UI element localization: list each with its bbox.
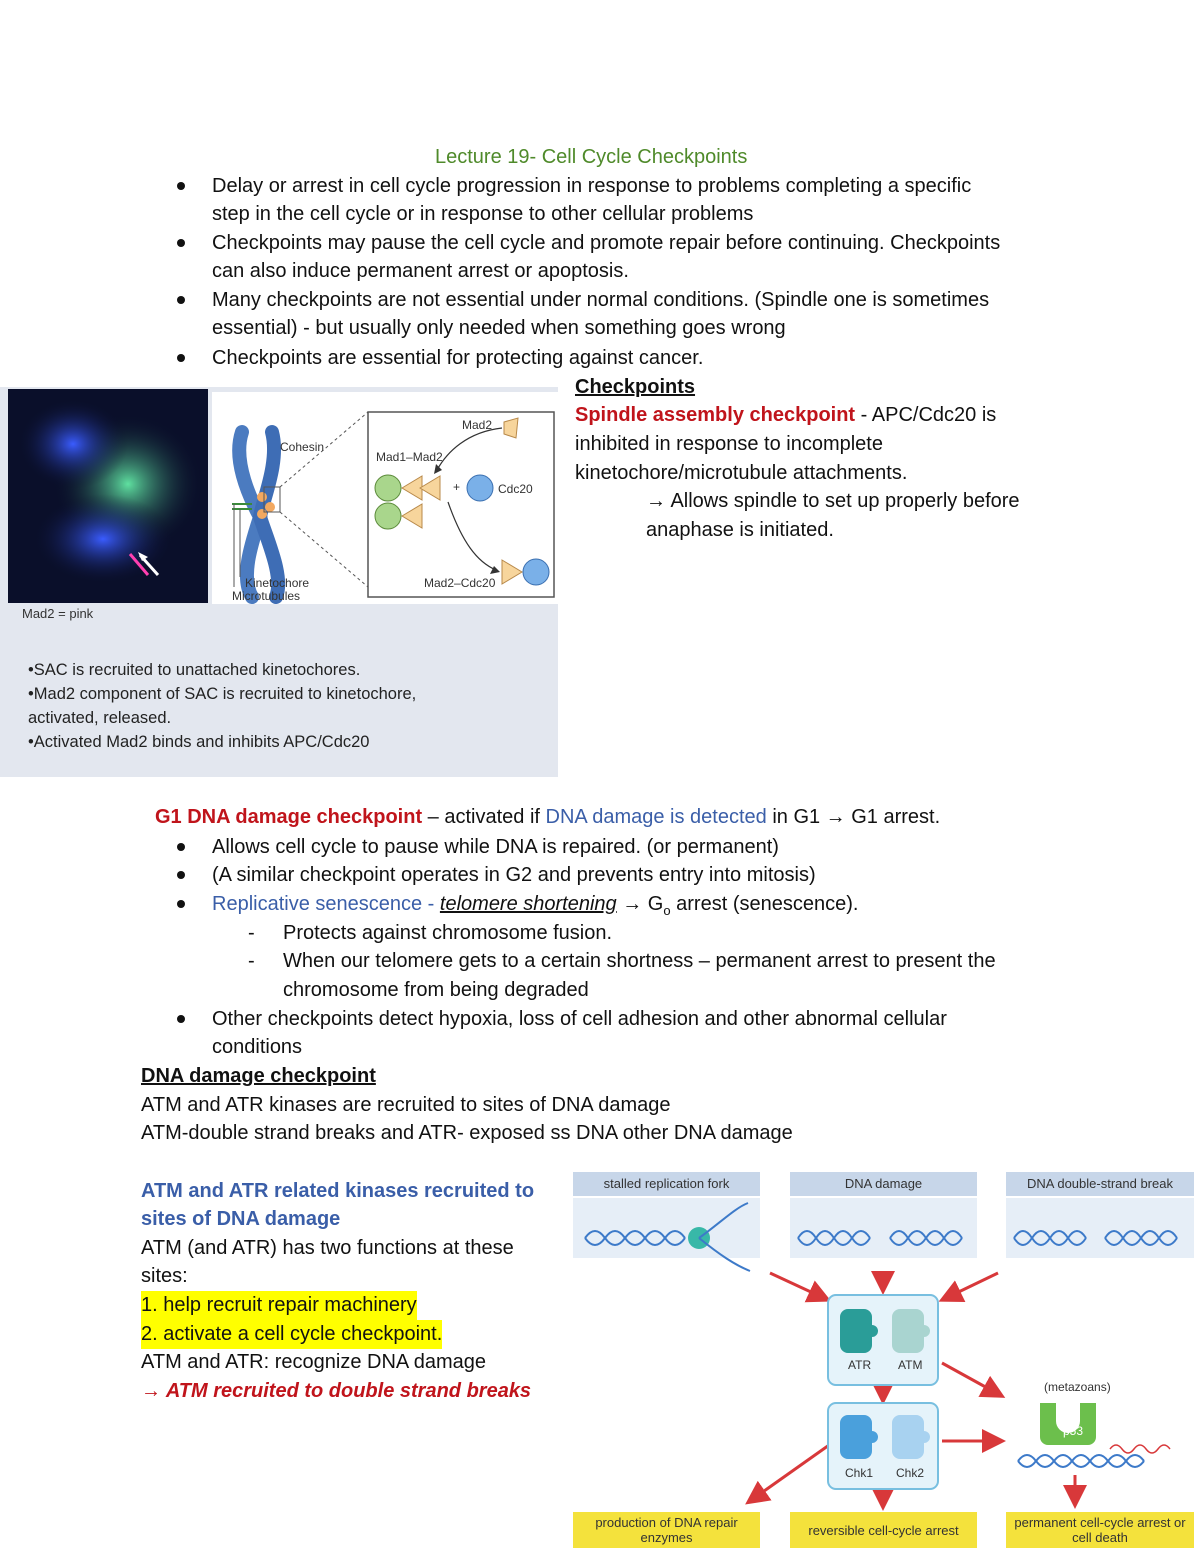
intro-bullet-3-line-2: essential) - but usually only needed when something goes wrong: [212, 317, 786, 339]
senescence-arrow: → G: [616, 893, 664, 915]
checkpoints-heading: Checkpoints: [575, 376, 696, 398]
cdc20-label: Cdc20: [498, 482, 533, 496]
g1-checkpoint-name: G1 DNA damage checkpoint: [155, 806, 423, 828]
senescence-sep: -: [422, 893, 440, 915]
bullet-dot: [177, 239, 185, 247]
sac-note-2: •Mad2 component of SAC is recruited to kinetochore,: [28, 685, 417, 703]
sac-diagram: [212, 392, 558, 604]
atm-heading-line-1: ATM and ATR related kinases recruited to: [141, 1180, 535, 1202]
telomere-shortening: telomere shortening: [439, 893, 617, 915]
spindle-desc-2: inhibited in response to incomplete: [575, 433, 883, 455]
g1-sep: – activated if: [422, 806, 546, 828]
dna-damage-heading: DNA damage checkpoint: [141, 1065, 376, 1087]
atm-label: ATM: [898, 1358, 923, 1372]
sac-note-4: •Activated Mad2 binds and inhibits APC/Cdc20: [28, 733, 370, 751]
header-dna-damage: DNA damage: [790, 1172, 977, 1196]
micrograph-image: [8, 389, 208, 603]
outcome-reversible-arrest: reversible cell-cycle arrest: [790, 1512, 977, 1548]
dash-item-2-line-2: chromosome from being degraded: [283, 979, 589, 1001]
bullet-dot: [177, 843, 185, 851]
sac-note-1: •SAC is recruited to unattached kinetochores.: [28, 661, 361, 679]
kinetochore-label: Kinetochore: [245, 576, 310, 590]
g1-bullet-2: (A similar checkpoint operates in G2 and prevents entry into mitosis): [212, 864, 816, 886]
spindle-checkpoint-name: Spindle assembly checkpoint: [575, 404, 856, 426]
g1-bullet-1: Allows cell cycle to pause while DNA is repaired. (or permanent): [212, 836, 779, 858]
atm-recognize: ATM and ATR: recognize DNA damage: [141, 1351, 486, 1373]
intro-bullet-2-line-2: can also induce permanent arrest or apoptosis.: [212, 260, 629, 282]
mad2-label: Mad2: [462, 418, 493, 432]
page-title: Lecture 19- Cell Cycle Checkpoints: [435, 146, 748, 168]
microtubules-label: Microtubules: [232, 589, 301, 603]
header-stalled-fork: stalled replication fork: [573, 1172, 760, 1196]
header-double-strand-break: DNA double-strand break: [1006, 1172, 1194, 1196]
chk2-label: Chk2: [896, 1466, 925, 1480]
spindle-checkpoint-line-1: [575, 401, 996, 430]
bullet-dot: [177, 1015, 185, 1023]
dna-damage-line-2: ATM-double strand breaks and ATR- exposed ss DNA other DNA damage: [141, 1122, 793, 1144]
other-checkpoints-line-1: Other checkpoints detect hypoxia, loss of cell adhesion and other abnormal cellular: [212, 1008, 947, 1030]
atr-label: ATR: [848, 1358, 872, 1372]
outcome-repair-enzymes: production of DNA repair enzymes: [573, 1512, 760, 1548]
spindle-arrow-1: → Allows spindle to set up properly before: [646, 490, 1020, 512]
metazoans-label: (metazoans): [1044, 1380, 1111, 1394]
spindle-arrow-2: anaphase is initiated.: [646, 519, 834, 541]
bullet-dot: [177, 900, 185, 908]
intro-bullet-3-line-1: Many checkpoints are not essential under normal conditions. (Spindle one is sometimes: [212, 289, 990, 311]
spindle-desc-3: kinetochore/microtubule attachments.: [575, 462, 908, 484]
bullet-dot: [177, 871, 185, 879]
dash-item-2-line-1: When our telomere gets to a certain shortness – permanent arrest to present the: [283, 950, 996, 972]
dash-marker: -: [248, 950, 255, 972]
senescence-label: Replicative senescence: [212, 893, 423, 915]
pathway-drawing: [570, 1163, 1200, 1553]
other-checkpoints-line-2: conditions: [212, 1036, 303, 1058]
g1-checkpoint-line: [155, 803, 940, 832]
intro-bullet-1-line-1: Delay or arrest in cell cycle progression in response to problems completing a specific: [212, 175, 972, 197]
intro-bullet-4-line-1: Checkpoints are essential for protecting against cancer.: [212, 347, 704, 369]
sac-note-3: activated, released.: [28, 709, 172, 727]
senescence-tail: arrest (senescence).: [670, 893, 859, 915]
cohesin-label: Cohesin: [280, 440, 325, 454]
bullet-dot: [177, 354, 185, 362]
dash-item-1: Protects against chromosome fusion.: [283, 922, 613, 944]
atm-line-2: sites:: [141, 1265, 188, 1287]
chk1-label: Chk1: [845, 1466, 874, 1480]
atm-function-1: 1. help recruit repair machinery: [141, 1291, 417, 1320]
mad2-cdc20-label: Mad2–Cdc20: [424, 576, 496, 590]
g1-detected: DNA damage is detected: [545, 806, 767, 828]
mad1-mad2-label: Mad1–Mad2: [376, 450, 443, 464]
atm-function-2: 2. activate a cell cycle checkpoint.: [141, 1320, 442, 1349]
spindle-desc-1: - APC/Cdc20 is: [855, 404, 997, 426]
g1-rest: in G1 → G1 arrest.: [766, 806, 941, 828]
micrograph-caption: Mad2 = pink: [22, 606, 94, 621]
intro-bullet-2-line-1: Checkpoints may pause the cell cycle and promote repair before continuing. Checkpoints: [212, 232, 1001, 254]
senescence-sub: o: [663, 903, 671, 918]
outcome-permanent-arrest: permanent cell-cycle arrest or cell death: [1006, 1512, 1194, 1548]
intro-bullet-1-line-2: step in the cell cycle or in response to other cellular problems: [212, 203, 754, 225]
dash-marker: -: [248, 922, 255, 944]
bullet-dot: [177, 182, 185, 190]
atm-red-line: → ATM recruited to double strand breaks: [141, 1380, 532, 1402]
plus-label: +: [453, 480, 461, 494]
p53-label: p53: [1063, 1424, 1084, 1438]
dna-damage-line-1: ATM and ATR kinases are recruited to sites of DNA damage: [141, 1094, 671, 1116]
atm-heading-line-2: sites of DNA damage: [141, 1208, 341, 1230]
atm-line-1: ATM (and ATR) has two functions at these: [141, 1237, 514, 1259]
bullet-dot: [177, 296, 185, 304]
